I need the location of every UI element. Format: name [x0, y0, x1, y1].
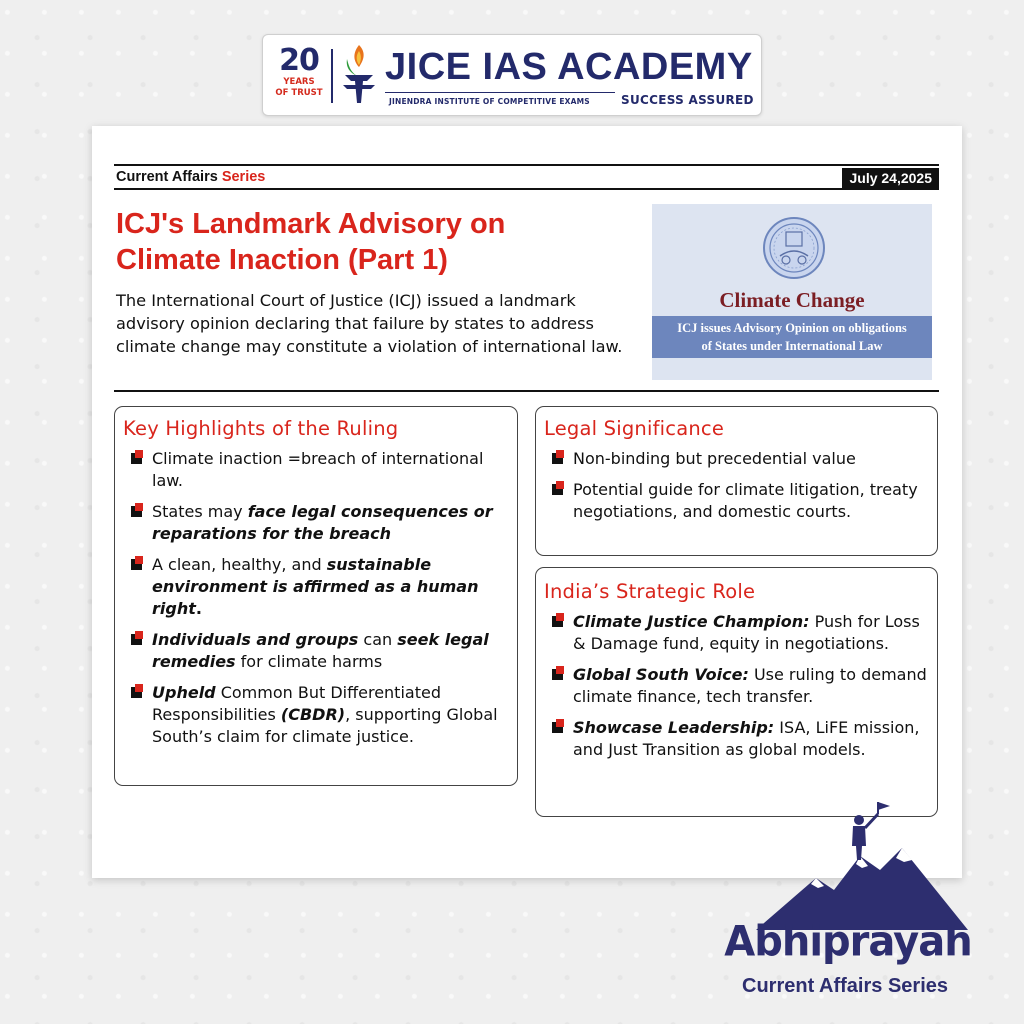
- item-label: Global South Voice:: [573, 665, 749, 684]
- bullet-icon: [552, 453, 563, 464]
- bullet-icon: [552, 669, 563, 680]
- bullet-icon: [552, 484, 563, 495]
- item-emphasis: face legal consequences or reparations for the breach: [152, 502, 493, 543]
- logo-divider: [331, 49, 333, 103]
- series-label: [116, 169, 265, 185]
- item-text: Climate inaction =breach of international law.: [152, 449, 484, 490]
- academy-name-jice: JICE: [385, 46, 472, 88]
- hero-band: [652, 316, 932, 358]
- item-emphasis: seek legal remedies: [152, 630, 489, 671]
- section-divider: [114, 390, 939, 392]
- india-role-heading: India’s Strategic Role: [544, 580, 756, 603]
- series-header: [114, 164, 939, 190]
- icj-seal-icon: [762, 216, 826, 280]
- key-highlights-heading: Key Highlights of the Ruling: [123, 417, 399, 440]
- item-text: Non-binding but precedential value: [573, 449, 856, 468]
- list-item: [544, 664, 929, 708]
- date-badge: July 24,2025: [842, 168, 939, 188]
- list-item: [544, 717, 929, 761]
- list-item: [123, 448, 509, 492]
- item-label: Showcase Leadership:: [573, 718, 775, 737]
- item-text: , supporting Global South’s claim for climate justice.: [152, 705, 498, 746]
- item-emphasis: Upheld: [152, 683, 216, 702]
- years-number: 20: [279, 43, 319, 78]
- bullet-icon: [131, 559, 142, 570]
- article-title: ICJ's Landmark Advisory on Climate Inaction (Part 1): [116, 208, 506, 276]
- list-item: [544, 479, 929, 523]
- key-highlights-list: [123, 448, 509, 748]
- academy-tagline: SUCCESS ASSURED: [621, 93, 754, 107]
- article-intro: The International Court of Justice (ICJ) issued a landmark advisory opinion declaring that failure by states to address climate change may constitute a violation of international law.: [116, 291, 623, 356]
- academy-name-ias: IAS: [482, 46, 548, 88]
- hero-band-line2: of States under International Law: [701, 339, 883, 353]
- bullet-icon: [131, 453, 142, 464]
- torch-icon: [337, 41, 381, 111]
- brand-wordmark: Abhiprayah: [724, 917, 972, 967]
- item-label: Climate Justice Champion:: [573, 612, 810, 631]
- item-text: ISA, LiFE mission, and Just Transition as global models.: [573, 718, 920, 759]
- item-text: Push for Loss & Damage fund, equity in negotiations.: [573, 612, 920, 653]
- brand-subtitle: Current Affairs Series: [742, 975, 948, 997]
- item-text: for climate harms: [235, 652, 383, 671]
- item-text: Potential guide for climate litigation, treaty negotiations, and domestic courts.: [573, 480, 918, 521]
- trust-label: OF TRUST: [275, 88, 323, 98]
- academy-logo: [262, 34, 762, 116]
- list-item: [123, 682, 509, 748]
- academy-name: [385, 47, 753, 87]
- logo-underline: [385, 92, 615, 93]
- item-text: Use ruling to demand climate finance, tech transfer.: [573, 665, 927, 706]
- series-prefix: Current Affairs: [116, 169, 222, 185]
- list-item: [123, 554, 509, 620]
- item-emphasis: sustainable environment is affirmed as a human right: [152, 555, 479, 618]
- key-highlights-box: [114, 406, 518, 786]
- list-item: [123, 501, 509, 545]
- hero-image: [652, 204, 932, 380]
- legal-significance-box: [535, 406, 938, 556]
- mountain-summit-icon: [756, 800, 968, 930]
- bullet-icon: [131, 506, 142, 517]
- item-text: .: [195, 599, 202, 618]
- academy-subtitle: JINENDRA INSTITUTE OF COMPETITIVE EXAMS: [389, 97, 590, 106]
- list-item: [544, 448, 929, 470]
- hero-title: Climate Change: [719, 288, 865, 312]
- item-emphasis: Individuals and groups: [152, 630, 359, 649]
- years-label: YEARS: [283, 77, 315, 87]
- academy-name-academy: ACADEMY: [557, 46, 753, 88]
- bullet-icon: [552, 616, 563, 627]
- india-strategic-role-box: [535, 567, 938, 817]
- item-text: can: [358, 630, 398, 649]
- item-text: Common But Differentiated Responsibilities: [152, 683, 441, 724]
- item-text: A clean, healthy, and: [152, 555, 327, 574]
- india-role-list: [544, 611, 929, 761]
- legal-significance-list: [544, 448, 929, 523]
- list-item: [544, 611, 929, 655]
- years-of-trust-badge: [273, 45, 325, 99]
- bullet-icon: [131, 687, 142, 698]
- list-item: [123, 629, 509, 673]
- item-emphasis: (CBDR): [280, 705, 346, 724]
- bullet-icon: [131, 634, 142, 645]
- series-highlight: Series: [221, 169, 266, 185]
- bullet-icon: [552, 722, 563, 733]
- hero-band-line1: ICJ issues Advisory Opinion on obligations: [677, 321, 907, 335]
- legal-significance-heading: Legal Significance: [544, 417, 725, 440]
- item-text: States may: [152, 502, 248, 521]
